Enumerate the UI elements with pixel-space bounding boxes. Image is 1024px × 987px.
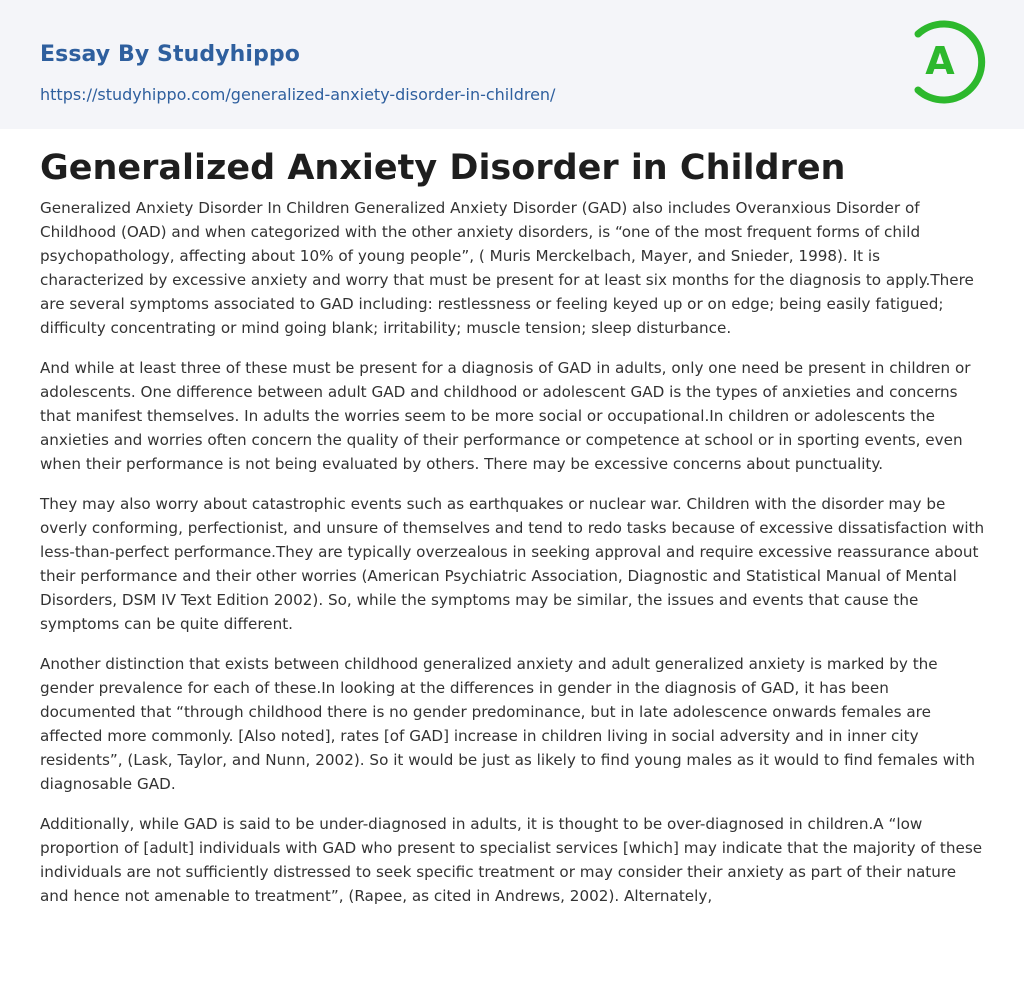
paragraph-1: Generalized Anxiety Disorder In Children Generalized Anxiety Disorder (GAD) also includes Overanxious Disorder of Childhood (OAD) and when categorized with the other anxiety disorders, is “one of the most frequent forms of child psychopathology, affecting about 10% of young people”, ( Muris Merckelbach, Mayer, and Snieder, 1998). It is characterized by excessive anxiety and worry that must be present for at least six months for the diagnosis to apply.There are several symptoms associated to GAD including: restlessness or feeling keyed up or on edge; being easily fatigued; difficulty concentrating or mind going blank; irritability; muscle tension; sleep disturbance. <box>40 199 974 337</box>
logo-letter: A <box>925 39 955 83</box>
page-header <box>0 0 1024 129</box>
page-title: Generalized Anxiety Disorder in Children <box>40 148 846 188</box>
source-url-link[interactable]: https://studyhippo.com/generalized-anxiety-disorder-in-children/ <box>40 85 556 104</box>
brand-title: Essay By Studyhippo <box>40 42 300 67</box>
paragraph-5: Additionally, while GAD is said to be under-diagnosed in adults, it is thought to be over-diagnosed in children.A “low proportion of [adult] individuals with GAD who present to specialist services [which] may indicate that the majority of these individuals are not sufficiently distressed to seek specific treatment or may consider their anxiety as part of their nature and hence not amenable to treatment”, (Rapee, as cited in Andrews, 2002). Alternately, <box>40 815 983 905</box>
paragraph-4: Another distinction that exists between childhood generalized anxiety and adult generalized anxiety is marked by the gender prevalence for each of these.In looking at the differences in gender in the diagnosis of GAD, it has been documented that “through childhood there is no gender predominance, but in late adolescence onwards females are affected more commonly. [Also noted], rates [of GAD] increase in children living in social adversity and in inner city residents”, (Lask, Taylor, and Nunn, 2002). So it would be just as likely to find young males as it would to find females with diagnosable GAD. <box>40 655 975 793</box>
paragraph-3: They may also worry about catastrophic events such as earthquakes or nuclear war. Children with the disorder may be overly conforming, perfectionist, and unsure of themselves and tend to redo tasks because of excessive dissatisfaction with less-than-perfect performance.They are typically overzealous in seeking approval and require excessive reassurance about their performance and their other worries (American Psychiatric Association, Diagnostic and Statistical Manual of Mental Disorders, DSM IV Text Edition 2002). So, while the symptoms may be similar, the issues and events that cause the symptoms can be quite different. <box>40 495 985 633</box>
paragraph-2: And while at least three of these must be present for a diagnosis of GAD in adults, only one need be present in children or adolescents. One difference between adult GAD and childhood or adolescent GAD is the types of anxieties and concerns that manifest themselves. In adults the worries seem to be more social or occupational.In children or adolescents the anxieties and worries often concern the quality of their performance or competence at school or in sporting events, even when their performance is not being evaluated by others. There may be excessive concerns about punctuality. <box>40 359 971 473</box>
studyhippo-logo-icon[interactable] <box>908 18 988 106</box>
essay-content <box>40 146 988 924</box>
